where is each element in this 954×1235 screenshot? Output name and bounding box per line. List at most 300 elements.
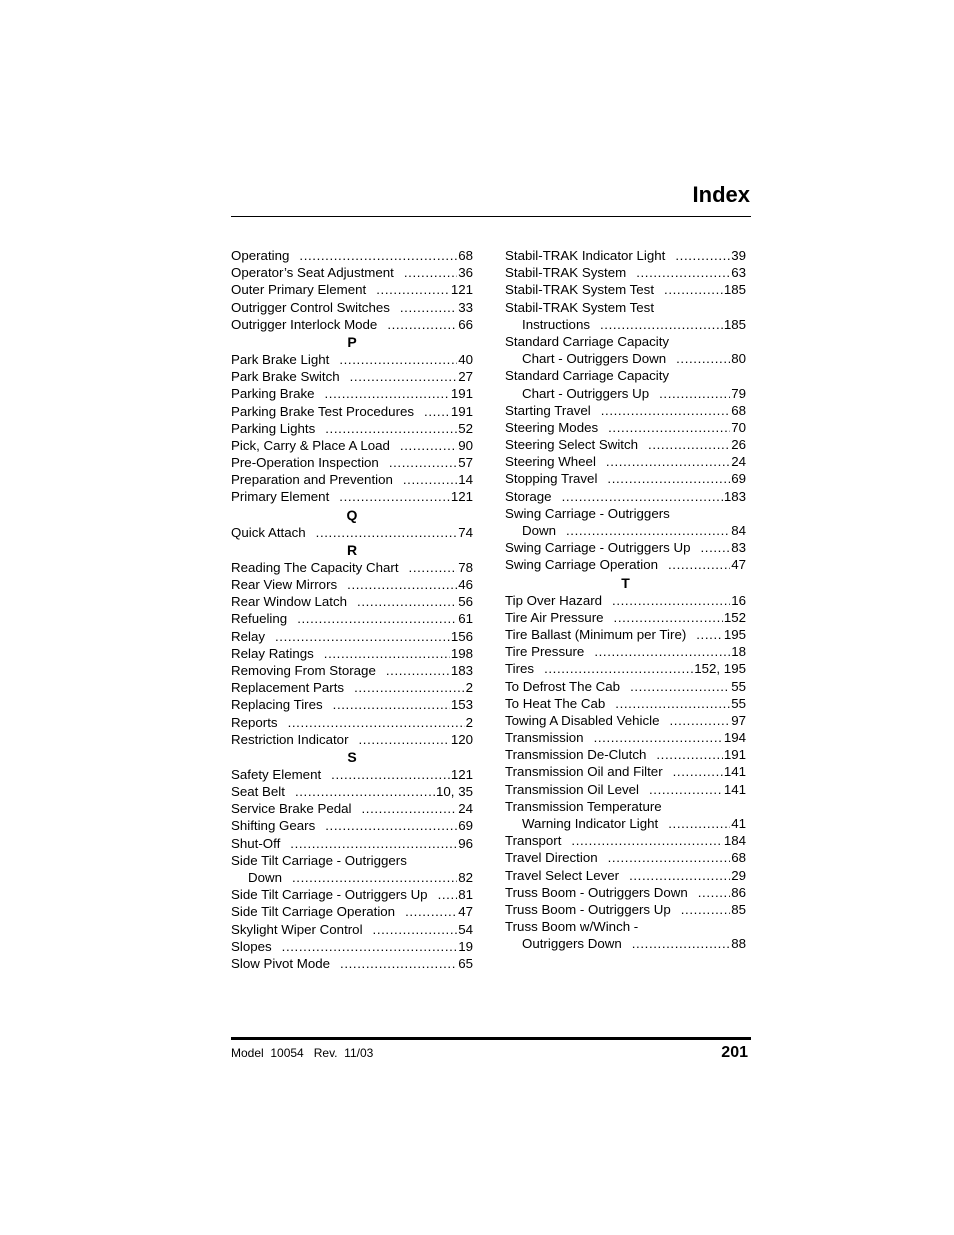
index-entry-label: Side Tilt Carriage Operation	[231, 904, 396, 920]
index-entry-page: 141	[723, 764, 746, 780]
page-title: Index	[692, 182, 750, 207]
dot-leader	[325, 385, 450, 402]
dot-leader	[544, 660, 693, 677]
index-entry-page: 47	[731, 557, 746, 573]
index-entry	[505, 556, 746, 573]
index-entry-label: Transmission De-Clutch	[505, 747, 647, 763]
index-entry-label: Replacing Tires	[231, 697, 323, 713]
index-entry-label: Restriction Indicator	[231, 731, 349, 747]
dot-leader	[607, 470, 730, 487]
index-entry-label: Transmission	[505, 730, 584, 746]
index-entry-label: Chart - Outriggers Up	[522, 385, 650, 401]
index-entry	[505, 815, 746, 832]
index-entry-label: Side Tilt Carriage - Outriggers	[231, 852, 407, 868]
index-entry-page: 56	[458, 594, 473, 610]
index-entry-page: 65	[458, 955, 473, 971]
index-entry-page: 88	[731, 936, 746, 952]
index-entry-label: Tire Pressure	[505, 644, 585, 660]
dot-leader	[438, 886, 458, 903]
dot-leader	[290, 835, 457, 852]
index-entry-page: 84	[731, 523, 746, 538]
dot-leader	[325, 817, 457, 834]
index-entry	[505, 453, 746, 470]
index-entry-label: Standard Carriage Capacity	[505, 368, 670, 384]
index-entry-label: Slopes	[231, 938, 272, 954]
index-entry	[505, 281, 746, 298]
index-entry-label: To Defrost The Cab	[505, 678, 621, 694]
index-entry-page: 57	[458, 455, 473, 471]
index-entry	[505, 505, 746, 522]
dot-leader	[295, 783, 435, 800]
index-entry-page: 19	[458, 938, 473, 954]
index-entry-page: 27	[458, 369, 473, 385]
index-entry-page: 191	[450, 403, 473, 419]
index-entry-label: Safety Element	[231, 766, 322, 782]
index-entry-page: 156	[450, 628, 473, 644]
index-entry-page: 55	[731, 695, 746, 711]
index-entry	[505, 712, 746, 729]
index-entry-label: Side Tilt Carriage - Outriggers Up	[231, 887, 428, 903]
index-entry-label: Travel Select Lever	[505, 867, 620, 883]
dot-leader	[347, 576, 457, 593]
index-entry-page: 61	[458, 611, 473, 627]
index-entry-page: 52	[458, 420, 473, 436]
index-entry-label: Shut-Off	[231, 835, 281, 851]
index-entry-label: Steering Modes	[505, 419, 599, 435]
dot-leader	[340, 955, 457, 972]
index-entry	[231, 559, 473, 576]
header-rule	[231, 216, 751, 217]
index-entry-label: Park Brake Switch	[231, 369, 340, 385]
index-entry	[505, 678, 746, 695]
index-entry-label: Outer Primary Element	[231, 282, 367, 298]
index-entry-page: 82	[458, 870, 473, 885]
dot-leader	[373, 921, 458, 938]
dot-leader	[629, 867, 730, 884]
index-entry	[505, 849, 746, 866]
index-entry	[505, 264, 746, 281]
dot-leader	[325, 420, 457, 437]
index-entry-page: 183	[450, 662, 473, 678]
index-entry	[231, 714, 473, 731]
index-entry	[505, 385, 746, 402]
index-entry-page: 152, 195	[694, 661, 746, 677]
index-entry	[505, 884, 746, 901]
index-entry-label: Stabil-TRAK System	[505, 265, 627, 281]
index-entry-label: Service Brake Pedal	[231, 801, 352, 817]
index-entry-page: 85	[731, 901, 746, 917]
index-entry-label: Outrigger Control Switches	[231, 299, 390, 315]
dot-leader	[405, 903, 457, 920]
dot-leader	[664, 281, 723, 298]
index-entry	[231, 316, 473, 333]
index-entry	[505, 729, 746, 746]
index-entry-label: Steering Wheel	[505, 454, 596, 470]
index-entry	[505, 901, 746, 918]
index-entry	[231, 696, 473, 713]
dot-leader	[670, 712, 731, 729]
dot-leader	[648, 436, 730, 453]
index-entry-page: 69	[458, 818, 473, 834]
dot-leader	[357, 593, 457, 610]
index-entry-page: 185	[723, 316, 746, 332]
dot-leader	[400, 437, 457, 454]
index-entry	[231, 437, 473, 454]
index-entry	[505, 470, 746, 487]
index-entry-page: 41	[731, 816, 746, 831]
dot-leader	[275, 628, 450, 645]
index-entry-page: 14	[458, 472, 473, 488]
index-entry-label: Slow Pivot Mode	[231, 955, 331, 971]
index-entry-label: Transmission Temperature	[505, 798, 662, 814]
index-entry-page: 36	[458, 265, 473, 281]
index-entry-label: Stabil-TRAK System Test	[505, 299, 655, 315]
dot-leader	[292, 869, 457, 886]
index-entry-label: Towing A Disabled Vehicle	[505, 712, 660, 728]
index-entry	[231, 628, 473, 645]
index-entry	[505, 333, 746, 350]
index-entry-page: 121	[450, 282, 473, 298]
index-entry-label: Quick Attach	[231, 524, 306, 540]
dot-leader	[614, 609, 723, 626]
index-entry	[505, 316, 746, 333]
index-entry	[231, 488, 473, 505]
dot-leader	[299, 247, 457, 264]
index-entry-page: 10, 35	[436, 784, 473, 800]
index-entry-page: 185	[723, 282, 746, 298]
index-entry-page: 152	[723, 609, 746, 625]
index-entry	[231, 610, 473, 627]
index-entry-page: 183	[723, 488, 746, 504]
index-entry	[231, 247, 473, 264]
dot-leader	[404, 264, 457, 281]
index-entry-page: 16	[731, 592, 746, 608]
index-entry-label: Storage	[505, 488, 552, 504]
dot-leader	[316, 524, 458, 541]
index-entry-page: 83	[731, 540, 746, 556]
index-entry-page: 24	[458, 801, 473, 817]
index-entry-page: 141	[723, 781, 746, 797]
index-entry-page: 24	[731, 454, 746, 470]
index-entry	[505, 763, 746, 780]
dot-leader	[324, 645, 450, 662]
index-entry-label: Travel Direction	[505, 850, 598, 866]
index-entry	[231, 385, 473, 402]
index-entry-label: Steering Select Switch	[505, 437, 639, 453]
index-entry-page: 90	[458, 437, 473, 453]
index-entry	[505, 350, 746, 367]
index-entry-label: Park Brake Light	[231, 351, 330, 367]
index-entry-label: Removing From Storage	[231, 662, 376, 678]
dot-leader	[339, 488, 450, 505]
index-entry	[231, 800, 473, 817]
index-entry	[231, 731, 473, 748]
index-entry-label: Parking Brake	[231, 386, 315, 402]
index-entry	[231, 886, 473, 903]
index-entry	[231, 852, 473, 869]
index-entry-page: 70	[731, 419, 746, 435]
index-entry-page: 29	[731, 867, 746, 883]
dot-leader	[696, 626, 723, 643]
dot-leader	[632, 935, 730, 952]
index-section-letter: S	[347, 748, 357, 765]
index-entry-label: Down	[522, 523, 556, 538]
index-entry-label: Tire Ballast (Minimum per Tire)	[505, 626, 687, 642]
dot-leader	[681, 901, 730, 918]
dot-leader	[649, 781, 723, 798]
index-entry	[231, 938, 473, 955]
dot-leader	[359, 731, 450, 748]
index-entry	[231, 766, 473, 783]
index-section-letter: R	[346, 541, 358, 558]
index-entry-label: Stabil-TRAK Indicator Light	[505, 248, 666, 263]
index-entry-label: Warning Indicator Light	[522, 816, 659, 831]
index-entry-label: Rear Window Latch	[231, 594, 348, 610]
index-entry-page: 81	[458, 887, 473, 903]
dot-leader	[571, 832, 722, 849]
dot-leader	[594, 643, 730, 660]
index-entry-page: 47	[458, 904, 473, 920]
dot-leader	[676, 350, 730, 367]
index-entry	[505, 609, 746, 626]
dot-leader	[403, 471, 457, 488]
index-entry	[231, 299, 473, 316]
index-entry-label: Swing Carriage Operation	[505, 557, 658, 573]
index-entry-page: 121	[450, 489, 473, 505]
index-entry-label: Transmission Oil and Filter	[505, 764, 663, 780]
index-entry	[231, 645, 473, 662]
index-entry	[505, 746, 746, 763]
dot-leader	[659, 385, 730, 402]
index-entry	[505, 695, 746, 712]
dot-leader	[656, 746, 722, 763]
index-entry-label: Operator’s Seat Adjustment	[231, 265, 394, 281]
index-entry	[231, 783, 473, 800]
index-section-letter: Q	[346, 506, 358, 523]
index-entry-page: 191	[450, 386, 473, 402]
dot-leader	[701, 539, 731, 556]
index-entry-page: 26	[731, 437, 746, 453]
index-entry	[505, 419, 746, 436]
index-entry	[505, 367, 746, 384]
index-entry-label: Pre-Operation Inspection	[231, 455, 379, 471]
index-entry-label: Relay Ratings	[231, 645, 314, 661]
dot-leader	[354, 679, 465, 696]
index-section-letter: P	[347, 333, 357, 350]
index-entry	[505, 798, 746, 815]
index-entry	[231, 817, 473, 834]
index-entry	[231, 368, 473, 385]
index-entry-label: Seat Belt	[231, 784, 285, 800]
dot-leader	[562, 488, 723, 505]
index-entry-label: Truss Boom - Outriggers Up	[505, 901, 671, 917]
index-entry-label: Truss Boom w/Winch -	[505, 919, 639, 935]
index-entry	[231, 420, 473, 437]
index-entry	[505, 781, 746, 798]
index-entry-label: Starting Travel	[505, 402, 591, 418]
index-entry-label: Primary Element	[231, 489, 330, 505]
dot-leader	[566, 522, 730, 539]
index-column-right	[505, 247, 746, 953]
dot-leader	[612, 592, 730, 609]
index-entry	[505, 488, 746, 505]
index-entry	[505, 832, 746, 849]
index-entry-label: Refueling	[231, 611, 288, 627]
dot-leader	[409, 559, 458, 576]
index-entry	[505, 299, 746, 316]
index-entry-label: Truss Boom - Outriggers Down	[505, 884, 688, 900]
index-entry	[231, 835, 473, 852]
index-entry-label: Reports	[231, 714, 278, 730]
dot-leader	[594, 729, 723, 746]
index-entry-label: Rear View Mirrors	[231, 577, 338, 592]
index-entry-page: 68	[731, 402, 746, 418]
index-entry	[505, 522, 746, 539]
dot-leader	[636, 264, 730, 281]
dot-leader	[601, 402, 730, 419]
dot-leader	[361, 800, 457, 817]
index-entry-label: Parking Lights	[231, 420, 316, 436]
index-entry-page: 153	[450, 697, 473, 713]
index-entry-label: Transport	[505, 833, 562, 849]
index-entry-label: Tires	[505, 661, 535, 677]
index-entry	[231, 471, 473, 488]
index-entry-label: Standard Carriage Capacity	[505, 333, 670, 349]
index-entry-label: Reading The Capacity Chart	[231, 559, 399, 575]
index-entry-page: 66	[458, 316, 473, 332]
dot-leader	[615, 695, 730, 712]
index-entry-label: Stabil-TRAK System Test	[505, 282, 655, 298]
index-entry	[231, 264, 473, 281]
index-entry-page: 198	[450, 645, 473, 661]
index-entry-page: 86	[731, 884, 746, 900]
dot-leader	[282, 938, 458, 955]
index-entry-page: 120	[450, 731, 473, 747]
dot-leader	[288, 714, 465, 731]
dot-leader	[376, 281, 450, 298]
page-number: 201	[721, 1044, 748, 1061]
dot-leader	[297, 610, 457, 627]
index-entry-label: Chart - Outriggers Down	[522, 351, 667, 367]
index-entry-label: Tip Over Hazard	[505, 592, 603, 608]
index-entry-page: 97	[731, 712, 746, 728]
dot-leader	[668, 556, 730, 573]
index-entry	[231, 593, 473, 610]
dot-leader	[608, 849, 731, 866]
index-entry-label: Stopping Travel	[505, 471, 598, 487]
index-entry	[505, 935, 746, 952]
dot-leader	[333, 696, 450, 713]
index-entry-label: Down	[248, 870, 282, 885]
index-entry-page: 78	[458, 559, 473, 575]
index-entry-label: Preparation and Prevention	[231, 472, 393, 488]
index-entry	[231, 281, 473, 298]
index-entry	[505, 643, 746, 660]
index-entry	[505, 918, 746, 935]
index-entry	[505, 247, 746, 264]
index-entry-page: 55	[731, 678, 746, 694]
index-entry-page: 40	[458, 351, 473, 367]
footer-model-text: Model 10054 Rev. 11/03	[231, 1046, 374, 1060]
dot-leader	[424, 403, 450, 420]
dot-leader	[389, 454, 457, 471]
index-entry	[505, 867, 746, 884]
dot-leader	[387, 316, 457, 333]
dot-leader	[606, 453, 730, 470]
index-entry-page: 46	[458, 577, 473, 592]
index-entry-label: Tire Air Pressure	[505, 609, 604, 625]
index-entry-label: Outrigger Interlock Mode	[231, 316, 378, 332]
index-entry-page: 80	[731, 351, 746, 367]
index-entry-label: Pick, Carry & Place A Load	[231, 437, 390, 453]
index-entry-page: 184	[723, 833, 746, 849]
index-entry-label: Skylight Wiper Control	[231, 921, 363, 937]
index-entry	[505, 626, 746, 643]
index-entry-page: 96	[458, 835, 473, 851]
index-entry	[231, 869, 473, 886]
index-entry-label: Parking Brake Test Procedures	[231, 403, 415, 419]
index-entry	[231, 524, 473, 541]
index-entry-label: Shifting Gears	[231, 818, 316, 834]
index-entry-page: 2	[465, 714, 473, 730]
index-entry-page: 191	[723, 747, 746, 763]
dot-leader	[698, 884, 730, 901]
index-entry	[231, 403, 473, 420]
index-entry	[231, 921, 473, 938]
index-entry-page: 68	[731, 850, 746, 866]
index-entry-label: Instructions	[522, 316, 590, 332]
index-entry	[231, 662, 473, 679]
index-entry-label: Outriggers Down	[522, 936, 622, 952]
index-entry	[505, 592, 746, 609]
dot-leader	[675, 247, 730, 264]
index-entry-page: 2	[465, 680, 473, 696]
index-entry-page: 54	[458, 921, 473, 937]
footer-rule	[231, 1037, 751, 1040]
index-column-left	[231, 247, 473, 972]
dot-leader	[608, 419, 730, 436]
index-entry-label: Swing Carriage - Outriggers	[505, 505, 670, 521]
index-entry	[231, 351, 473, 368]
dot-leader	[400, 299, 457, 316]
dot-leader	[331, 766, 450, 783]
index-entry-page: 194	[723, 730, 746, 746]
index-section-letter: T	[621, 574, 630, 591]
index-entry-label: Transmission Oil Level	[505, 781, 639, 797]
dot-leader	[600, 316, 723, 333]
index-entry	[505, 436, 746, 453]
index-entry-page: 63	[731, 265, 746, 281]
dot-leader	[673, 763, 723, 780]
index-entry-page: 74	[458, 524, 473, 540]
index-entry-page: 18	[731, 644, 746, 660]
index-entry-label: Replacement Parts	[231, 680, 345, 696]
index-entry-page: 68	[458, 248, 473, 263]
index-entry-label: Relay	[231, 628, 265, 644]
dot-leader	[386, 662, 450, 679]
index-entry-label: Operating	[231, 248, 290, 263]
index-entry-page: 195	[723, 626, 746, 642]
index-entry	[505, 539, 746, 556]
index-entry	[505, 660, 746, 677]
dot-leader	[339, 351, 457, 368]
index-entry-page: 79	[731, 385, 746, 401]
dot-leader	[350, 368, 458, 385]
index-entry	[231, 679, 473, 696]
index-entry-page: 69	[731, 471, 746, 487]
dot-leader	[668, 815, 730, 832]
index-entry	[505, 402, 746, 419]
